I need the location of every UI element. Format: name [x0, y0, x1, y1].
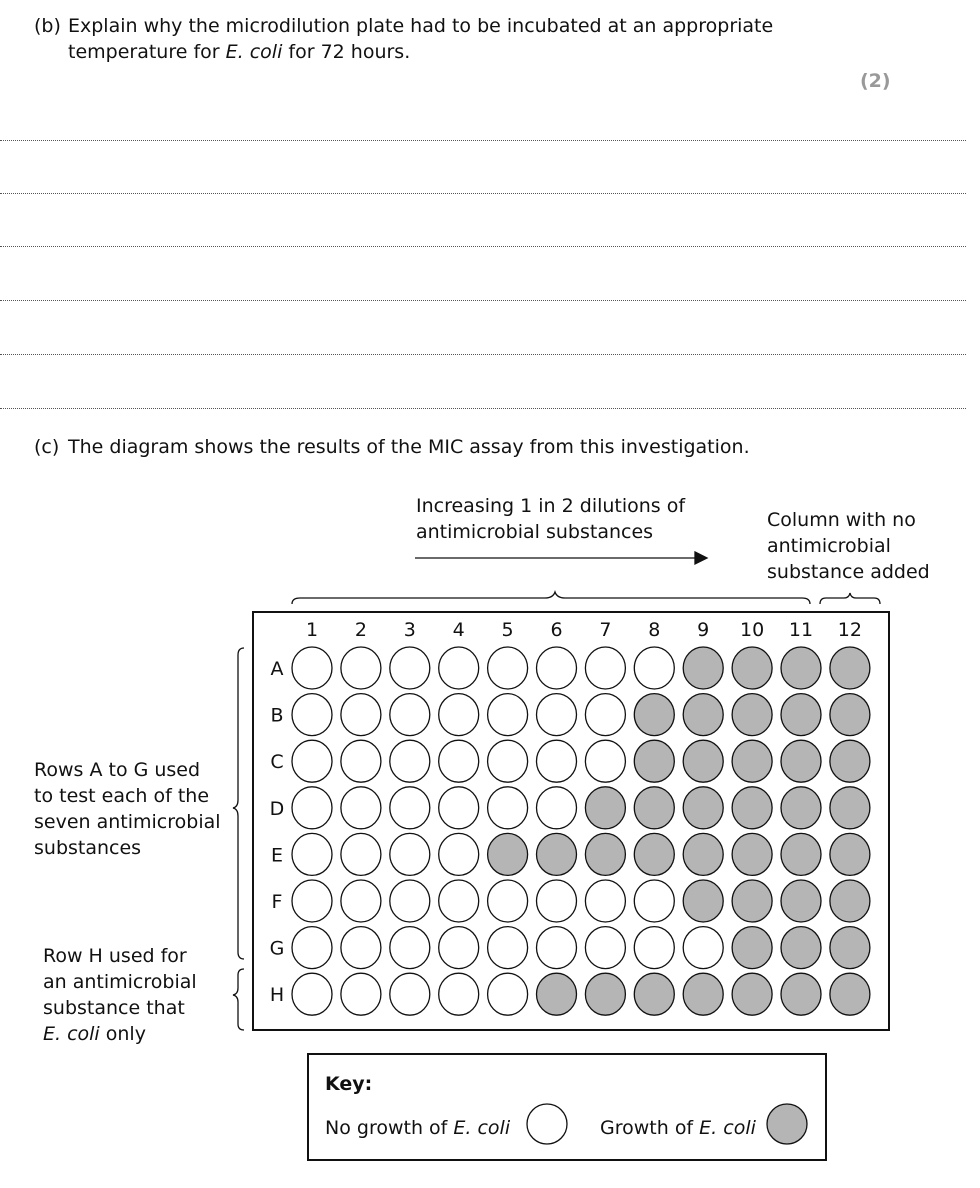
column-label: 6 [550, 619, 563, 641]
well-G8-no-growth [634, 927, 674, 969]
well-E6-growth [537, 833, 577, 875]
part-c-text: The diagram shows the results of the MIC assay from this investigation. [68, 436, 750, 458]
row-h-label: Row H used for [43, 945, 187, 967]
growth-symbol-icon [767, 1104, 807, 1144]
column-label: 10 [740, 619, 765, 641]
well-G2-no-growth [341, 927, 381, 969]
well-E4-no-growth [439, 833, 479, 875]
row-label: D [269, 797, 285, 820]
column-label: 5 [501, 619, 514, 641]
well-E12-growth [830, 833, 870, 875]
well-E10-growth [732, 833, 772, 875]
well-D6-no-growth [537, 787, 577, 829]
well-C7-no-growth [585, 740, 625, 782]
row-label: E [270, 844, 284, 867]
well-G5-no-growth [488, 927, 528, 969]
well-H9-growth [683, 973, 723, 1015]
well-B7-no-growth [585, 694, 625, 736]
well-G9-no-growth [683, 927, 723, 969]
well-D11-growth [781, 787, 821, 829]
key-no-growth-label: No growth of E. coli [325, 1117, 511, 1139]
well-A11-growth [781, 647, 821, 689]
well-B10-growth [732, 694, 772, 736]
well-G1-no-growth [292, 927, 332, 969]
well-F7-no-growth [585, 880, 625, 922]
well-C5-no-growth [488, 740, 528, 782]
well-A9-growth [683, 647, 723, 689]
column-label: 2 [354, 619, 367, 641]
well-F10-growth [732, 880, 772, 922]
column-label: 7 [599, 619, 612, 641]
well-H10-growth [732, 973, 772, 1015]
well-B6-no-growth [537, 694, 577, 736]
control-label: substance added [767, 561, 930, 583]
well-C12-growth [830, 740, 870, 782]
well-A4-no-growth [439, 647, 479, 689]
rows-label: seven antimicrobial [34, 811, 221, 833]
well-F4-no-growth [439, 880, 479, 922]
row-h-label: E. coli only [43, 1023, 146, 1045]
well-F11-growth [781, 880, 821, 922]
well-B5-no-growth [488, 694, 528, 736]
well-G12-growth [830, 927, 870, 969]
well-F1-no-growth [292, 880, 332, 922]
well-G11-growth [781, 927, 821, 969]
well-H11-growth [781, 973, 821, 1015]
well-D7-growth [585, 787, 625, 829]
well-D4-no-growth [439, 787, 479, 829]
well-H4-no-growth [439, 973, 479, 1015]
well-H6-growth [537, 973, 577, 1015]
well-G3-no-growth [390, 927, 430, 969]
control-label: Column with no [767, 509, 916, 531]
well-F3-no-growth [390, 880, 430, 922]
well-D1-no-growth [292, 787, 332, 829]
well-A8-no-growth [634, 647, 674, 689]
well-C8-growth [634, 740, 674, 782]
well-D2-no-growth [341, 787, 381, 829]
well-C2-no-growth [341, 740, 381, 782]
well-E3-no-growth [390, 833, 430, 875]
part-b-label: (b) [34, 15, 61, 37]
well-E8-growth [634, 833, 674, 875]
row-label: G [269, 937, 285, 960]
well-B8-growth [634, 694, 674, 736]
part-c-label: (c) [34, 436, 60, 458]
well-B9-growth [683, 694, 723, 736]
well-D9-growth [683, 787, 723, 829]
well-A3-no-growth [390, 647, 430, 689]
well-E7-growth [585, 833, 625, 875]
row-label: A [270, 658, 284, 680]
well-F6-no-growth [537, 880, 577, 922]
well-G4-no-growth [439, 927, 479, 969]
well-G10-growth [732, 927, 772, 969]
control-label: antimicrobial [767, 535, 891, 557]
well-C1-no-growth [292, 740, 332, 782]
well-A2-no-growth [341, 647, 381, 689]
key-box [307, 1053, 827, 1161]
rows-label: Rows A to G used [34, 759, 201, 781]
well-F5-no-growth [488, 880, 528, 922]
rows-label: substances [34, 837, 142, 859]
well-E2-no-growth [341, 833, 381, 875]
well-H1-no-growth [292, 973, 332, 1015]
well-G6-no-growth [537, 927, 577, 969]
well-B11-growth [781, 694, 821, 736]
well-A6-no-growth [537, 647, 577, 689]
well-H8-growth [634, 973, 674, 1015]
column-label: 8 [648, 619, 661, 641]
well-H5-no-growth [488, 973, 528, 1015]
well-D8-growth [634, 787, 674, 829]
well-E11-growth [781, 833, 821, 875]
well-B4-no-growth [439, 694, 479, 736]
row-h-label: substance that [43, 997, 185, 1019]
column-label: 3 [403, 619, 416, 641]
row-label: F [271, 891, 283, 913]
well-C10-growth [732, 740, 772, 782]
rows-label: to test each of the [34, 785, 210, 807]
arrow-head-icon [695, 552, 707, 564]
top-brace-dilutions [292, 592, 810, 604]
well-D5-no-growth [488, 787, 528, 829]
part-b-question-line2: temperature for E. coli for 72 hours. [68, 41, 411, 63]
well-H2-no-growth [341, 973, 381, 1015]
well-E1-no-growth [292, 833, 332, 875]
well-B3-no-growth [390, 694, 430, 736]
well-C6-no-growth [537, 740, 577, 782]
row-label: C [270, 751, 284, 774]
well-F12-growth [830, 880, 870, 922]
well-D10-growth [732, 787, 772, 829]
well-B2-no-growth [341, 694, 381, 736]
key-symbols [307, 1053, 827, 1161]
arrow-label: Increasing 1 in 2 dilutions of [416, 495, 686, 517]
well-G7-no-growth [585, 927, 625, 969]
left-brace-row-h [233, 969, 244, 1030]
well-C4-no-growth [439, 740, 479, 782]
top-brace-control [820, 593, 880, 604]
well-D3-no-growth [390, 787, 430, 829]
well-E9-growth [683, 833, 723, 875]
well-H3-no-growth [390, 973, 430, 1015]
key-title: Key: [325, 1073, 373, 1095]
row-label: H [269, 984, 285, 1007]
column-label: 4 [452, 619, 465, 641]
well-F2-no-growth [341, 880, 381, 922]
column-label: 11 [788, 619, 814, 641]
well-A1-no-growth [292, 647, 332, 689]
well-B1-no-growth [292, 694, 332, 736]
column-label: 12 [837, 619, 862, 641]
well-C9-growth [683, 740, 723, 782]
left-brace-rows-a-g [233, 648, 244, 959]
well-H7-growth [585, 973, 625, 1015]
part-b-question-line1: Explain why the microdilution plate had to be incubated at an appropriate [68, 15, 774, 37]
row-h-label: an antimicrobial [43, 971, 197, 993]
column-label: 1 [305, 619, 319, 641]
well-C3-no-growth [390, 740, 430, 782]
no-growth-symbol-icon [527, 1104, 567, 1144]
well-A5-no-growth [488, 647, 528, 689]
well-H12-growth [830, 973, 870, 1015]
well-E5-growth [488, 833, 528, 875]
key-growth-label: Growth of E. coli [600, 1117, 756, 1139]
well-B12-growth [830, 694, 870, 736]
well-F8-no-growth [634, 880, 674, 922]
well-A10-growth [732, 647, 772, 689]
row-label: B [270, 704, 284, 727]
well-F9-growth [683, 880, 723, 922]
well-D12-growth [830, 787, 870, 829]
marks: (2) [860, 70, 891, 92]
well-C11-growth [781, 740, 821, 782]
column-label: 9 [697, 619, 710, 641]
well-A12-growth [830, 647, 870, 689]
well-A7-no-growth [585, 647, 625, 689]
arrow-label: antimicrobial substances [416, 521, 654, 543]
